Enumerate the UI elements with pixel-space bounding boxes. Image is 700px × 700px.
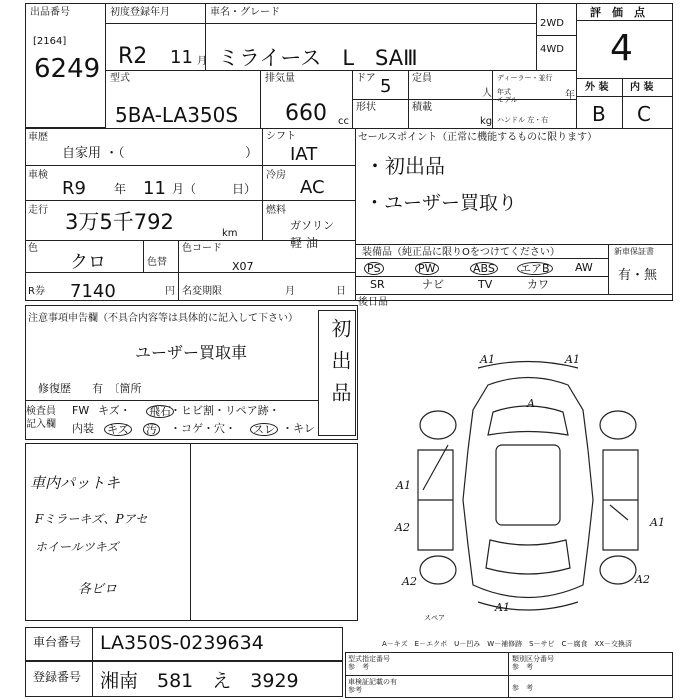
diagram-mark-4: A1 bbox=[396, 479, 411, 492]
fuel-label: 燃料 bbox=[266, 205, 286, 216]
diagram-mark-7: A2 bbox=[402, 575, 417, 588]
mileage-value: 3万5千792 bbox=[65, 210, 174, 234]
load-label: 積載 bbox=[412, 102, 432, 113]
selling-line1: ・初出品 bbox=[365, 154, 445, 178]
chassis-label: 車台番号 bbox=[33, 635, 82, 649]
memo-frame bbox=[25, 443, 358, 621]
inspection-day-unit: 日） bbox=[232, 182, 257, 196]
grade-value: 4 bbox=[610, 28, 633, 69]
remark2: 参 考 bbox=[512, 684, 533, 692]
color-label: 色 bbox=[28, 243, 38, 254]
equipment-item-4: AW bbox=[575, 261, 593, 274]
diagram-mark-5: A2 bbox=[395, 521, 410, 534]
inspector-label: 検査員 記入欄 bbox=[26, 406, 56, 430]
notes-frame bbox=[25, 305, 358, 440]
lot-label: 出品番号 bbox=[30, 7, 70, 18]
color-value: クロ bbox=[70, 252, 106, 273]
warranty-value: 有・無 bbox=[618, 268, 658, 283]
first-reg-label: 初度登録年月 bbox=[110, 7, 170, 18]
category-label: 類別区分番号 参 考 bbox=[512, 655, 554, 671]
reg-label: 登録番号 bbox=[33, 670, 82, 684]
spare-label: スペア bbox=[424, 614, 445, 622]
tax-unit: 円 bbox=[165, 286, 175, 297]
memo-line-1: Fミラーキズ、Pアセ bbox=[35, 512, 148, 526]
type-label: 型式 bbox=[110, 73, 130, 84]
exterior-label: 外 装 bbox=[585, 82, 609, 93]
memo-line-3: 各ビロ bbox=[78, 582, 118, 597]
equipment-item-1: PW bbox=[415, 262, 439, 275]
repair-label: 修復歴 bbox=[38, 382, 71, 395]
tax-value: 7140 bbox=[70, 281, 116, 302]
diagram-mark-3: A bbox=[527, 397, 535, 410]
shift-label: シフト bbox=[266, 131, 296, 142]
memo-line-2: ホイールツキズ bbox=[35, 540, 119, 554]
check-row2-0: 内装 bbox=[72, 422, 94, 435]
name-change-day: 日 bbox=[336, 286, 346, 297]
mileage-unit: km bbox=[222, 228, 238, 239]
displacement-unit: cc bbox=[338, 116, 349, 127]
fuel-gas: ガソリン bbox=[290, 219, 334, 232]
name-change-unit: 月 bbox=[285, 286, 295, 297]
diagram-legend: A－キズ E－エクボ U－凹み W－補修跡 S－サビ C－腐食 XX－交換済 bbox=[382, 640, 633, 648]
equipment-item-r2-1: ナビ bbox=[422, 278, 444, 291]
vehicle-diagram bbox=[378, 340, 678, 630]
history-close: ） bbox=[245, 146, 259, 161]
doors-label: ドア bbox=[356, 73, 376, 84]
ac-value: AC bbox=[300, 177, 325, 198]
displacement-value: 660 bbox=[285, 101, 327, 126]
reg-value: 湘南 581 え 3929 bbox=[100, 670, 299, 692]
fuel-light: 軽 油 bbox=[290, 236, 318, 250]
equipment-item-r2-0: SR bbox=[370, 278, 385, 291]
diagram-mark-6: A1 bbox=[650, 516, 665, 529]
car-outline bbox=[378, 340, 678, 630]
color-code-label: 色コード bbox=[182, 243, 222, 254]
interior-value: C bbox=[637, 102, 651, 126]
warranty-label: 新車保証書 bbox=[614, 247, 654, 256]
equipment-item-0: PS bbox=[364, 262, 384, 275]
diagram-mark-8: A2 bbox=[635, 573, 650, 586]
ac-label: 冷房 bbox=[266, 170, 286, 181]
diagram-mark-1: A1 bbox=[480, 353, 495, 366]
shift-value: IAT bbox=[290, 144, 318, 165]
rear-label: 後日品 bbox=[358, 297, 388, 308]
equipment-item-3: エアB bbox=[517, 262, 553, 275]
diagram-mark-9: A1 bbox=[495, 601, 510, 614]
check-row1-3: ・ヒビ割・リペア跡・ bbox=[170, 404, 280, 417]
history-value: 自家用 ・（ bbox=[62, 146, 125, 161]
check-row2-2: 汚 bbox=[143, 423, 160, 436]
inspection-label: 車検 bbox=[28, 170, 48, 181]
check-row2-3: ・コゲ・穴・ bbox=[170, 422, 236, 435]
capacity-label: 定員 bbox=[412, 73, 432, 84]
doors-value: 5 bbox=[380, 76, 392, 97]
equipment-item-r2-2: TV bbox=[478, 278, 493, 291]
check-row2-1: キズ bbox=[104, 423, 132, 436]
lot-sub: [2164] bbox=[33, 36, 67, 47]
repaint-label: 色替 bbox=[147, 257, 167, 268]
notes-value: ユーザー買取車 bbox=[135, 343, 248, 362]
notes-label: 注意事項申告欄（不具合内容等は具体的に記入して下さい） bbox=[28, 313, 298, 324]
check-row1-2: 飛石 bbox=[146, 405, 174, 418]
displacement-label: 排気量 bbox=[265, 73, 295, 84]
inspection-year-unit: 年 bbox=[114, 182, 127, 196]
dealer-label: ディーラー・並行 bbox=[497, 74, 553, 82]
drive-2wd: 2WD bbox=[540, 18, 564, 29]
load-unit: kg bbox=[480, 116, 493, 127]
check-row1-1: キズ・ bbox=[98, 404, 131, 417]
lot-number: 6249 bbox=[34, 54, 101, 84]
exterior-value: B bbox=[592, 102, 606, 126]
equipment-item-r2-3: カワ bbox=[527, 278, 549, 291]
first-out-stamp: 初出品 bbox=[328, 318, 352, 414]
handle-label: ハンドル 左・右 bbox=[497, 116, 549, 124]
history-label: 車歴 bbox=[28, 132, 48, 143]
inspection-month-unit: 月（ bbox=[172, 182, 197, 196]
inspection-era: R9 bbox=[62, 178, 86, 199]
name-change-label: 名変期限 bbox=[182, 286, 222, 297]
capacity-unit: 人 bbox=[482, 88, 492, 99]
repair-value: 有 〔箇所 bbox=[92, 382, 142, 395]
first-reg-year: R2 bbox=[118, 44, 148, 69]
grade-label: 評 価 点 bbox=[590, 6, 645, 19]
diagram-mark-2: A1 bbox=[565, 353, 580, 366]
designation-label: 型式指定番号 参 考 bbox=[348, 655, 390, 671]
type-value: 5BA-LA350S bbox=[115, 103, 239, 127]
tax-label: R券 bbox=[28, 286, 45, 297]
equipment-item-2: ABS bbox=[470, 262, 498, 275]
remark1: 車検証記載の有 参考 bbox=[348, 678, 397, 694]
check-row2-5: ・キレ bbox=[282, 422, 315, 435]
mileage-label: 走行 bbox=[28, 205, 48, 216]
shape-label: 形状 bbox=[356, 102, 376, 113]
interior-label: 内 装 bbox=[630, 82, 654, 93]
chassis-value: LA350S-0239634 bbox=[100, 632, 264, 654]
inspection-month: 11 bbox=[143, 178, 166, 199]
model-value: ミライース L SAⅢ bbox=[218, 46, 418, 70]
selling-points-label: セールスポイント（正常に機能するものに限ります） bbox=[358, 132, 598, 143]
check-row2-4: スレ bbox=[250, 423, 278, 436]
color-code-value: X07 bbox=[232, 260, 254, 273]
year-model-unit: 年 bbox=[565, 90, 575, 101]
check-row1-0: FW bbox=[72, 404, 90, 417]
memo-line-0: 車内パットキ bbox=[30, 474, 121, 492]
year-model-label: 年式 モデル bbox=[497, 88, 518, 104]
first-reg-month-unit: 月 bbox=[197, 56, 207, 67]
first-reg-month: 11 bbox=[170, 47, 193, 68]
selling-line2: ・ユーザー買取り bbox=[365, 192, 518, 214]
equipment-label: 装備品（純正品に限りOをつけてください） bbox=[362, 247, 560, 258]
model-label: 車名・グレード bbox=[210, 7, 280, 18]
drive-4wd: 4WD bbox=[540, 44, 564, 55]
